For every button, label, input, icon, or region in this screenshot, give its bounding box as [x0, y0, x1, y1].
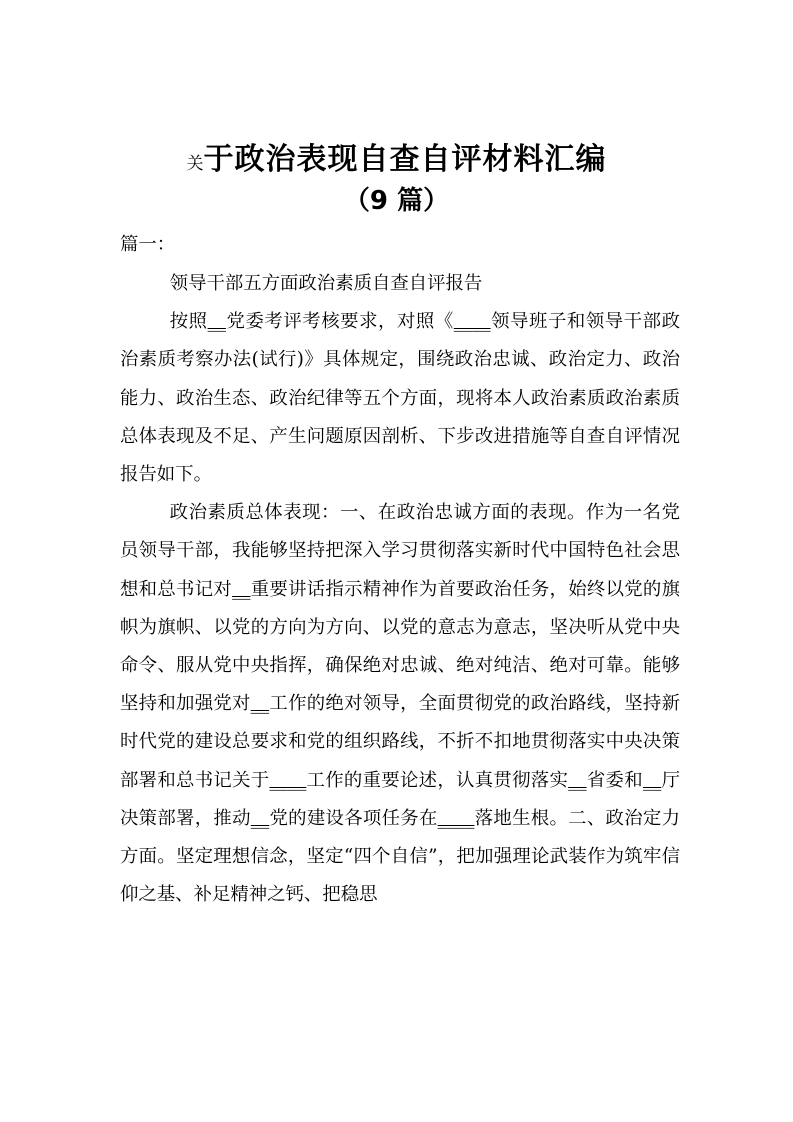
blank-underline: __	[232, 578, 251, 600]
blank-underline: __	[250, 807, 270, 829]
paragraph-1	[120, 303, 680, 494]
document-subtitle: （9 篇）	[343, 186, 450, 216]
text-run: 按照	[169, 311, 208, 333]
blank-underline: ____	[437, 807, 475, 829]
text-run: 工作的绝对领导，全面贯彻党的政治路线，坚持新时代党的建设总要求和党的组织路线，不折不扣地贯彻落实中央决策部署和总书记关于	[120, 693, 680, 791]
blank-underline: __	[250, 693, 270, 715]
title-main: 于政治表现自查自评材料汇编	[203, 142, 607, 177]
document-body	[120, 265, 680, 914]
text-run: 落地生根。二、政治定力方面。坚定理想信念，坚定“四个自信”，把加强理论武装作为筑牢信仰之基、补足精神之钙、把稳思	[120, 807, 680, 906]
blank-underline: __	[207, 311, 226, 333]
report-heading: 领导干部五方面政治素质自查自评报告	[169, 273, 483, 294]
blank-underline: ____	[453, 311, 491, 333]
text-run: 重要讲话指示精神作为首要政治任务，始终以党的旗帜为旗帜、以党的方向为方向、以党的意志为意志，坚决听从党中央命令、服从党中央指挥，确保绝对忠诚、绝对纯洁、绝对可靠。能够坚持和加强党对	[120, 578, 680, 715]
title-prefix: 关	[186, 154, 204, 174]
text-run: 党委考评考核要求，对照《	[225, 311, 454, 333]
blank-underline: __	[642, 769, 662, 791]
blank-underline: ____	[269, 769, 307, 791]
text-run: 政治素质总体表现：一、在政治忠诚方面的表现。作为一名党员领导干部，我能够坚持把深入学习贯彻落实新时代中国特色社会思想和总书记对	[120, 502, 680, 600]
text-run: 厅决策部署，推动	[120, 769, 680, 829]
text-run: 党的建设各项任务在	[269, 807, 438, 829]
text-run: 工作的重要论述，认真贯彻落实	[306, 769, 569, 791]
blank-underline: __	[568, 769, 587, 791]
section-label: 篇一：	[120, 234, 176, 255]
paragraph-2	[120, 494, 680, 914]
text-run: 领导班子和领导干部政治素质考察办法(试行)》具体规定，围绕政治忠诚、政治定力、政治能力、政治生态、政治纪律等五个方面，现将本人政治素质政治素质总体表现及不足、产生问题原因剖析、下步改进措施等自查自评情况报告如下。	[120, 311, 680, 486]
document-title	[0, 140, 793, 184]
text-run: 省委和	[586, 769, 643, 791]
